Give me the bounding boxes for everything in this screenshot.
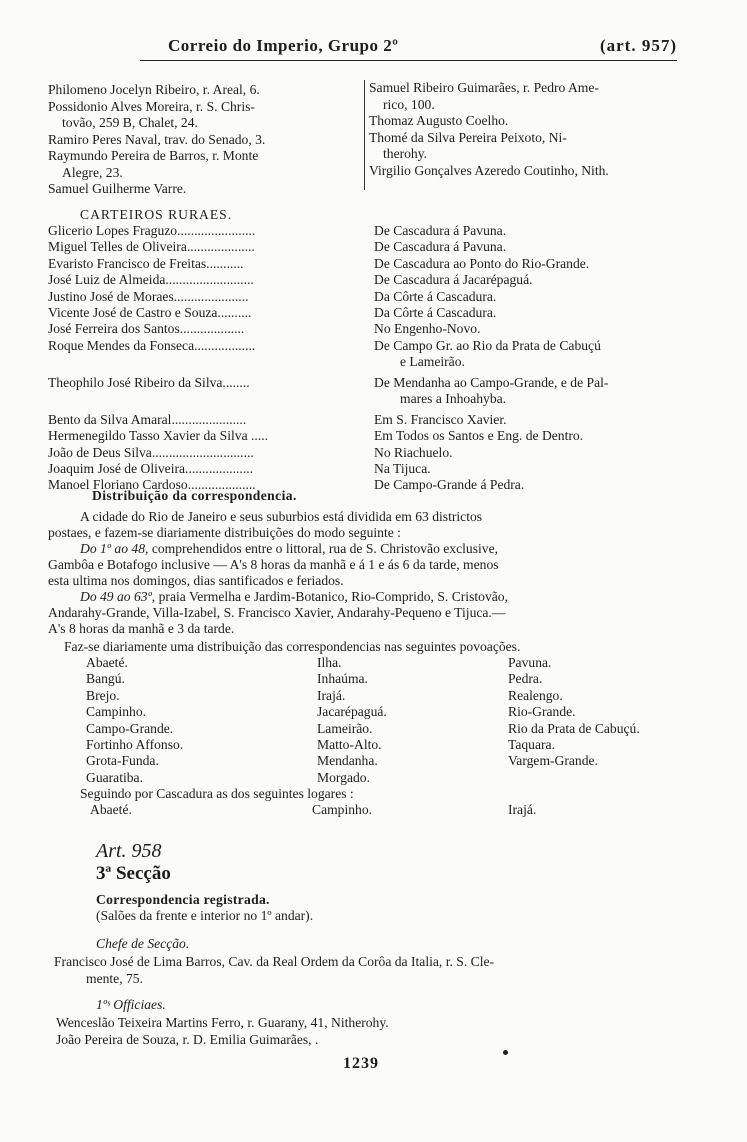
carteiros-table xyxy=(48,223,698,494)
name-entry: Ramiro Peres Naval, trav. do Senado, 3. xyxy=(48,131,266,147)
carrier-route: De Campo Gr. ao Rio da Prata de Cabuçú xyxy=(374,337,601,353)
carrier-name: José Luiz de Almeida.......................... xyxy=(48,272,254,288)
povoacoes-column xyxy=(508,655,640,770)
name-entry: rico, 100. xyxy=(383,96,435,112)
carrier-route: Na Tijuca. xyxy=(374,460,431,476)
carrier-route: Da Côrte á Cascadura. xyxy=(374,304,497,320)
table-row xyxy=(48,375,698,408)
name-entry: Possidonio Alves Moreira, r. S. Chris- xyxy=(48,98,255,114)
carrier-name: Hermenegildo Tasso Xavier da Silva ..... xyxy=(48,428,269,444)
text-line: Andarahy-Grande, Villa-Izabel, S. Francisco Xavier, Andarahy-Pequeno e Tijuca.— xyxy=(48,605,506,620)
article-number: Art. 958 xyxy=(96,840,162,862)
text-line xyxy=(80,541,498,557)
list-item: Rio-Grande. xyxy=(508,704,576,720)
carrier-name: Roque Mendes da Fonseca.................. xyxy=(48,337,256,353)
official-entry: João Pereira de Souza, r. D. Emilia Guimarães, . xyxy=(56,1032,319,1047)
carrier-route-cont: e Lameirão. xyxy=(400,353,465,369)
carrier-route: Em S. Francisco Xavier. xyxy=(374,411,507,427)
carrier-route: De Cascadura á Jacarépaguá. xyxy=(374,272,533,288)
list-item: Campo-Grande. xyxy=(86,720,174,736)
text-line: A cidade do Rio de Janeiro e seus suburbios está dividida em 63 districtos xyxy=(80,509,483,524)
text-line: postaes, e fazem-se diariamente distribuições do modo seguinte : xyxy=(48,525,401,540)
section-heading: Correspondencia registrada. xyxy=(96,892,270,907)
carrier-route: Da Côrte á Cascadura. xyxy=(374,288,497,304)
table-row xyxy=(48,305,698,321)
table-row xyxy=(48,239,698,255)
list-item: Fortinho Affonso. xyxy=(86,737,184,753)
running-header xyxy=(140,34,677,58)
distribuicao-heading: Distribuição da correspondencia. xyxy=(92,488,297,503)
carrier-route: No Engenho-Novo. xyxy=(374,321,481,337)
table-row xyxy=(48,272,698,288)
official-entry: Wenceslão Teixeira Martins Ferro, r. Guarany, 41, Nitherohy. xyxy=(56,1015,389,1030)
list-item: Guaratiba. xyxy=(86,769,143,785)
carrier-route: De Cascadura ao Ponto do Rio-Grande. xyxy=(374,255,590,271)
text-fragment: comprehendidos entre o littoral, rua de S. Christovão exclusive, xyxy=(148,541,498,556)
carrier-name: Joaquim José de Oliveira.................... xyxy=(48,460,254,476)
table-row xyxy=(48,461,698,477)
list-item: Taquara. xyxy=(508,737,555,753)
carrier-route: De Cascadura á Pavuna. xyxy=(374,239,507,255)
text-line: Faz-se diariamente uma distribuição das correspondencias nas seguintes povoações. xyxy=(64,639,521,654)
list-item: Campinho. xyxy=(86,704,147,720)
name-entry: Samuel Guilherme Varre. xyxy=(48,181,187,196)
list-item: Lameirão. xyxy=(317,720,373,736)
povoacoes-column xyxy=(86,655,183,786)
carrier-name: Vicente José de Castro e Souza.......... xyxy=(48,304,252,320)
list-item: Irajá. xyxy=(317,687,346,703)
carrier-name: João de Deus Silva.............................. xyxy=(48,444,254,460)
carrier-route: De Campo-Grande á Pedra. xyxy=(374,477,525,493)
list-item: Bangú. xyxy=(86,671,125,687)
table-row xyxy=(48,256,698,272)
officiaes-label: 1ºˢ Officiaes. xyxy=(96,997,166,1012)
text-line xyxy=(80,589,508,605)
table-row xyxy=(48,445,698,461)
list-item: Pedra. xyxy=(508,671,543,687)
carrier-route: De Mendanha ao Campo-Grande, e de Pal- xyxy=(374,374,609,390)
list-item: Realengo. xyxy=(508,687,563,703)
chefe-entry: Francisco José de Lima Barros, Cav. da Real Ordem da Corôa da Italia, r. S. Cle- xyxy=(54,954,495,969)
name-entry: Alegre, 23. xyxy=(62,164,123,180)
text-line: A's 8 horas da manhã e 3 da tarde. xyxy=(48,621,235,636)
ink-dot xyxy=(503,1050,508,1055)
list-item: Abaeté. xyxy=(86,655,128,670)
text-fragment: praia Vermelha e Jardim-Botanico, Rio-Comprido, S. Cristovão, xyxy=(155,589,508,604)
carrier-name: Justino José de Moraes...................... xyxy=(48,288,249,304)
list-item: Matto-Alto. xyxy=(317,737,382,753)
list-item: Mendanha. xyxy=(317,753,378,769)
list-item: Grota-Funda. xyxy=(86,753,159,769)
header-rule xyxy=(140,60,677,61)
chefe-label: Chefe de Secção. xyxy=(96,936,190,951)
name-entry: Raymundo Pereira de Barros, r. Monte xyxy=(48,148,259,163)
list-item: Vargem-Grande. xyxy=(508,753,598,769)
carrier-name: Miguel Telles de Oliveira.................... xyxy=(48,239,255,255)
carrier-name: Bento da Silva Amaral...................... xyxy=(48,411,247,427)
section-subheading: (Salões da frente e interior no 1º andar). xyxy=(96,908,314,923)
district-range: Do 49 ao 63º, xyxy=(80,589,156,604)
table-row xyxy=(48,428,698,444)
povoacoes-column xyxy=(317,655,387,786)
carrier-route: No Riachuelo. xyxy=(374,444,453,460)
povoacoes-list xyxy=(86,655,686,787)
carrier-name: Glicerio Lopes Fraguzo....................... xyxy=(48,223,256,238)
table-row xyxy=(48,412,698,428)
name-entry: Philomeno Jocelyn Ribeiro, r. Areal, 6. xyxy=(48,82,260,97)
district-range: Do 1º ao 48, xyxy=(80,541,149,556)
carteiros-heading: CARTEIROS RURAES. xyxy=(80,207,233,222)
name-entry: Samuel Ribeiro Guimarães, r. Pedro Ame- xyxy=(369,80,599,95)
page-number: 1239 xyxy=(343,1055,379,1072)
carrier-route: De Cascadura á Pavuna. xyxy=(374,223,507,238)
carrier-name: Theophilo José Ribeiro da Silva........ xyxy=(48,374,250,390)
list-item: Morgado. xyxy=(317,769,370,785)
text-line: Gambôa e Botafogo inclusive — A's 8 horas da manhã e á 1 e ás 6 da tarde, menos xyxy=(48,557,499,572)
list-item: Inhaúma. xyxy=(317,671,368,687)
carrier-name: Manoel Floriano Cardoso.................... xyxy=(48,477,256,493)
section-title: 3ª Secção xyxy=(96,863,171,884)
list-item: Pavuna. xyxy=(508,655,552,670)
table-row xyxy=(48,223,698,239)
right-name-list xyxy=(369,80,609,179)
text-line: esta ultima nos domingos, dias santificados e feriados. xyxy=(48,573,344,588)
cascadura-place: Irajá. xyxy=(508,802,537,817)
carrier-name: Evaristo Francisco de Freitas........... xyxy=(48,255,244,271)
column-divider xyxy=(364,80,365,190)
header-title: Correio do Imperio, Grupo 2º xyxy=(168,36,399,55)
name-entry: Thomé da Silva Pereira Peixoto, Ni- xyxy=(369,129,567,145)
list-item: Rio da Prata de Cabuçú. xyxy=(508,720,640,736)
table-row xyxy=(48,289,698,305)
cascadura-place: Campinho. xyxy=(312,802,373,817)
cascadura-place: Abaeté. xyxy=(90,802,132,817)
chefe-entry-cont: mente, 75. xyxy=(86,971,144,986)
name-entry: therohy. xyxy=(383,146,428,161)
cascadura-line: Seguindo por Cascadura as dos seguintes logares : xyxy=(80,786,354,801)
carrier-route-cont: mares a Inhoahyba. xyxy=(400,390,507,406)
list-item: Ilha. xyxy=(317,655,342,670)
name-entry: Thomaz Augusto Coelho. xyxy=(369,113,509,128)
left-name-list xyxy=(48,82,265,198)
table-row xyxy=(48,321,698,337)
name-entry: Virgilio Gonçalves Azeredo Coutinho, Nith. xyxy=(369,162,609,178)
carrier-name: José Ferreira dos Santos................... xyxy=(48,321,245,337)
carrier-route: Em Todos os Santos e Eng. de Dentro. xyxy=(374,428,584,444)
name-entry: tovão, 259 B, Chalet, 24. xyxy=(62,115,198,130)
header-article: (art. 957) xyxy=(599,36,677,55)
list-item: Brejo. xyxy=(86,687,120,703)
table-row xyxy=(48,338,698,371)
list-item: Jacarépaguá. xyxy=(317,704,387,720)
